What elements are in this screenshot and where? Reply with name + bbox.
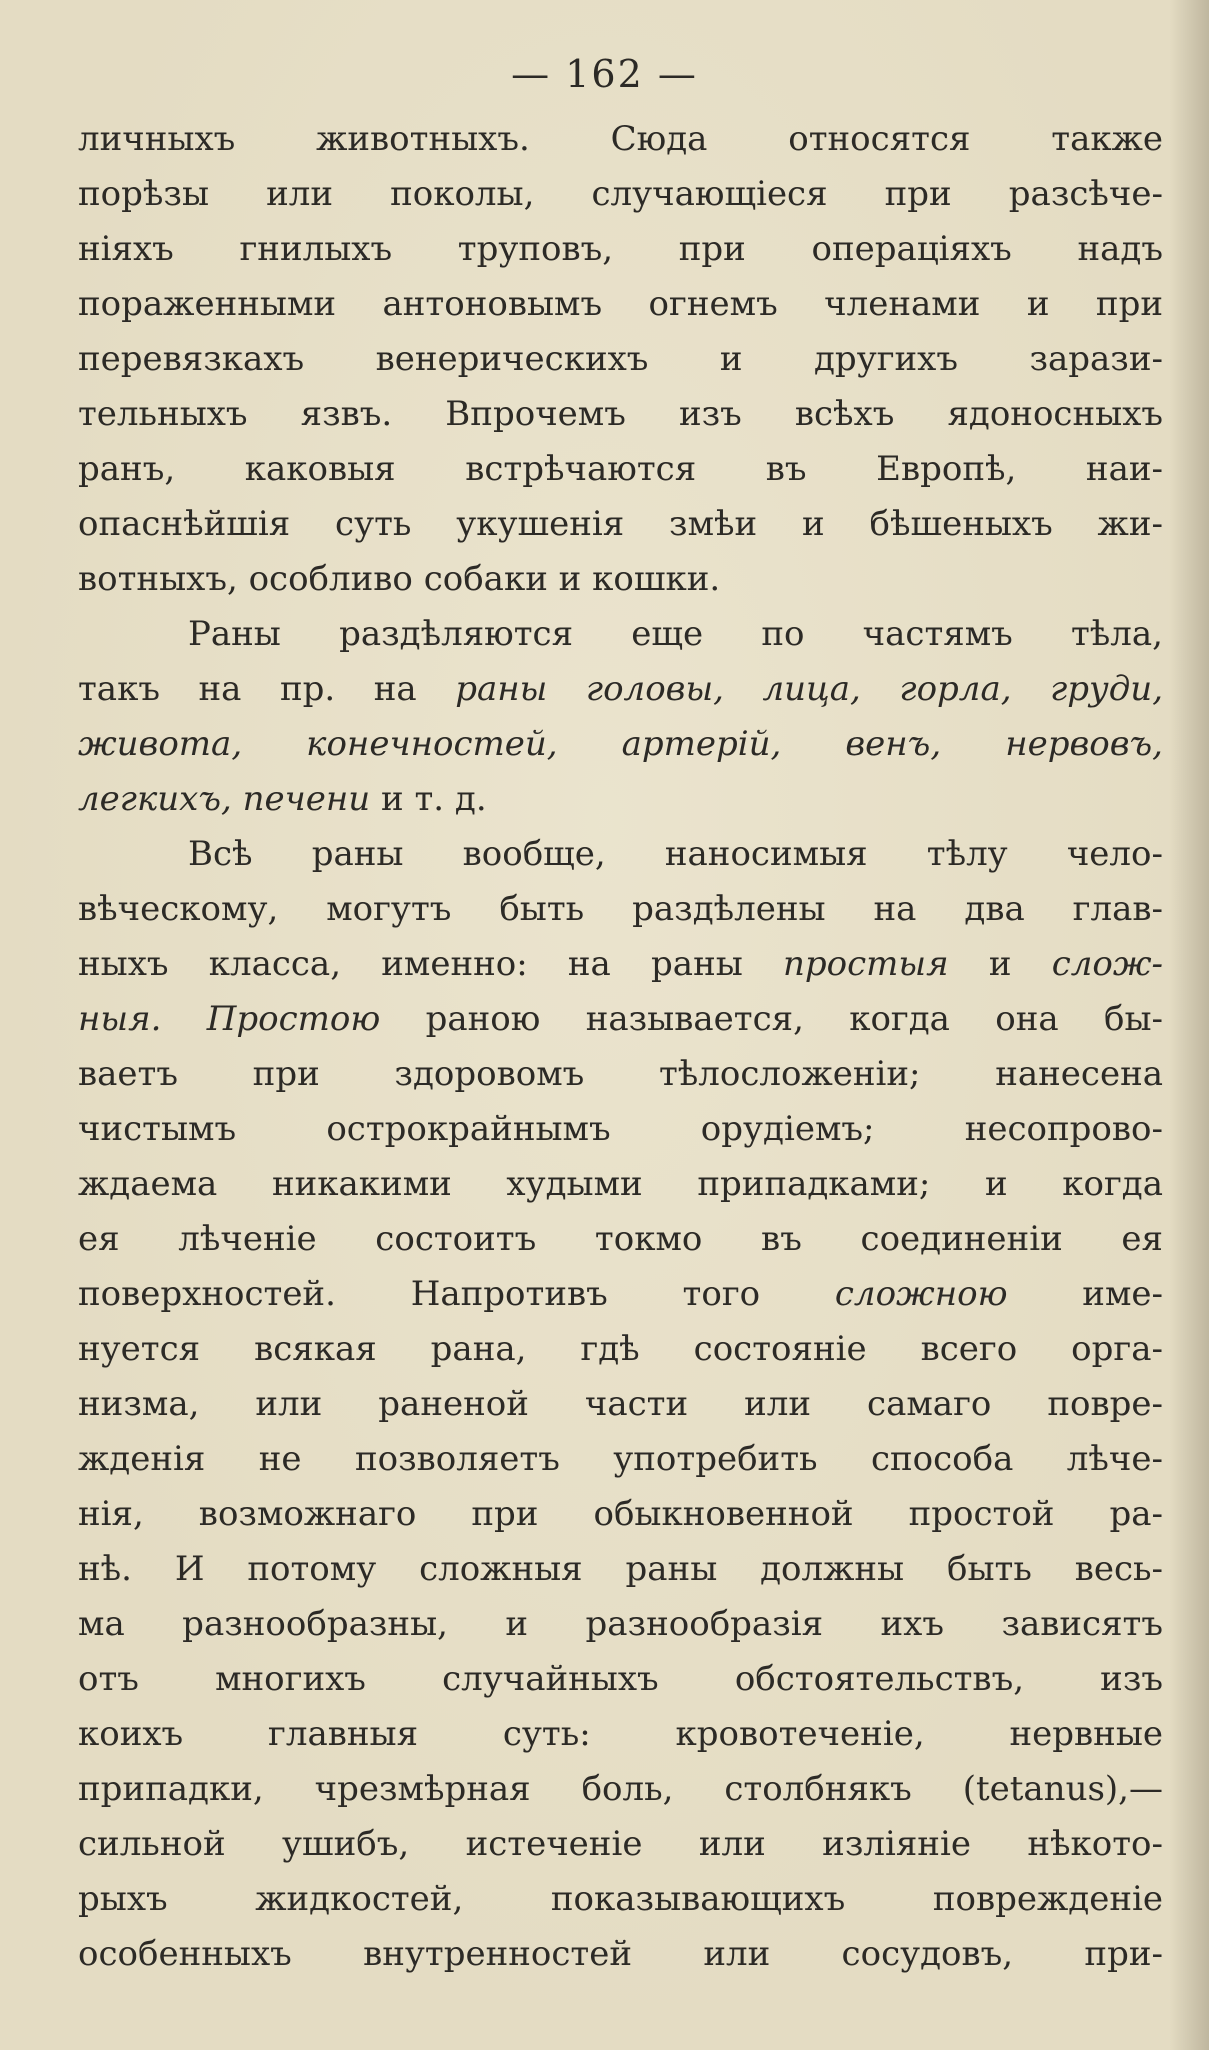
text-line (78, 992, 1163, 1047)
text-line (78, 1817, 1163, 1872)
text-line (78, 1762, 1163, 1817)
text-segment: низма, или раненой части или самаго повре- (78, 1384, 1163, 1424)
text-segment: нѣ. И потому сложныя раны должны быть весь- (78, 1549, 1163, 1589)
text-segment: опаснѣйшія суть укушенія змѣи и бѣшеныхъ жи- (78, 504, 1163, 544)
text-segment: ма разнообразны, и разнообразія ихъ зависятъ (78, 1604, 1163, 1644)
text-line (78, 1377, 1163, 1432)
text-segment: порѣзы или поколы, случающіеся при разсѣче- (78, 174, 1163, 214)
text-segment: перевязкахъ венерическихъ и другихъ зарази- (78, 339, 1163, 379)
text-line (78, 1267, 1163, 1322)
text-segment: тельныхъ язвъ. Впрочемъ изъ всѣхъ ядоносныхъ (78, 394, 1163, 434)
text-segment: жденія не позволяетъ употребить способа лѣче- (78, 1439, 1163, 1479)
italic-text-segment: легкихъ, печени (78, 779, 371, 819)
text-line (78, 387, 1163, 442)
text-line (78, 1707, 1163, 1762)
text-segment: поверхностей. Напротивъ того (78, 1274, 835, 1314)
text-line (78, 827, 1163, 882)
italic-text-segment: сложною (834, 1274, 1008, 1314)
text-segment: нуется всякая рана, гдѣ состояніе всего орга- (78, 1329, 1163, 1369)
text-segment: отъ многихъ случайныхъ обстоятельствъ, изъ (78, 1659, 1163, 1699)
text-segment: коихъ главныя суть: кровотеченіе, нервные (78, 1714, 1163, 1754)
text-segment: особенныхъ внутренностей или сосудовъ, при- (78, 1934, 1163, 1974)
italic-text-segment: живота, конечностей, артерій, венъ, нервовъ, (78, 724, 1163, 764)
text-line (78, 332, 1163, 387)
text-line (78, 1652, 1163, 1707)
text-line (78, 277, 1163, 332)
body-text (78, 112, 1163, 1982)
text-line (78, 1597, 1163, 1652)
text-segment: личныхъ животныхъ. Сюда относятся также (78, 119, 1163, 159)
text-line (78, 607, 1163, 662)
text-segment: сильной ушибъ, истеченіе или изліяніе нѣкото- (78, 1824, 1163, 1864)
italic-text-segment: ныя. Простою (78, 999, 381, 1039)
text-line (78, 1102, 1163, 1157)
text-line (78, 497, 1163, 552)
text-line (78, 552, 1163, 607)
text-line (78, 662, 1163, 717)
text-line (78, 112, 1163, 167)
text-segment: припадки, чрезмѣрная боль, столбнякъ (tetanus),— (78, 1769, 1163, 1809)
text-line (78, 1927, 1163, 1982)
page-number: — 162 — (511, 52, 698, 96)
text-segment: такъ на пр. на (78, 669, 456, 709)
text-line (78, 1157, 1163, 1212)
italic-text-segment: простыя (783, 944, 949, 984)
text-segment: ныхъ класса, именно: на раны (78, 944, 783, 984)
text-segment: ранъ, каковыя встрѣчаются въ Европѣ, наи- (78, 449, 1163, 489)
text-segment: и (948, 944, 1052, 984)
text-segment: ея лѣченіе состоитъ токмо въ соединеніи ея (78, 1219, 1163, 1259)
text-segment: чистымъ острокрайнымъ орудіемъ; несопрово- (78, 1109, 1163, 1149)
text-segment: рыхъ жидкостей, показывающихъ поврежденіе (78, 1879, 1163, 1919)
text-segment: нія, возможнаго при обыкновенной простой ра- (78, 1494, 1163, 1534)
text-segment: ваетъ при здоровомъ тѣлосложеніи; нанесена (78, 1054, 1163, 1094)
page-edge-shadow (1169, 0, 1209, 2050)
text-segment: Всѣ раны вообще, наносимыя тѣлу чело- (188, 834, 1163, 874)
text-line (78, 772, 1163, 827)
text-line (78, 1487, 1163, 1542)
text-segment: ніяхъ гнилыхъ труповъ, при операціяхъ надъ (78, 229, 1163, 269)
text-line (78, 1212, 1163, 1267)
text-segment: вотныхъ, особливо собаки и кошки. (78, 559, 721, 599)
text-line (78, 1432, 1163, 1487)
text-line (78, 937, 1163, 992)
text-line (78, 1542, 1163, 1597)
text-line (78, 882, 1163, 937)
text-line (78, 442, 1163, 497)
italic-text-segment: раны головы, лица, горла, груди, (455, 669, 1163, 709)
text-segment: Раны раздѣляются еще по частямъ тѣла, (188, 614, 1163, 654)
text-segment: вѣческому, могутъ быть раздѣлены на два глав- (78, 889, 1163, 929)
text-segment: раною называется, когда она бы- (380, 999, 1163, 1039)
italic-text-segment: слож- (1051, 944, 1163, 984)
text-segment: име- (1007, 1274, 1163, 1314)
text-line (78, 222, 1163, 277)
text-segment: и т. д. (370, 779, 487, 819)
text-line (78, 717, 1163, 772)
text-line (78, 1047, 1163, 1102)
text-segment: ждаема никакими худыми припадками; и когда (78, 1164, 1163, 1204)
text-line (78, 167, 1163, 222)
text-segment: пораженными антоновымъ огнемъ членами и при (78, 284, 1163, 324)
text-line (78, 1322, 1163, 1377)
text-line (78, 1872, 1163, 1927)
